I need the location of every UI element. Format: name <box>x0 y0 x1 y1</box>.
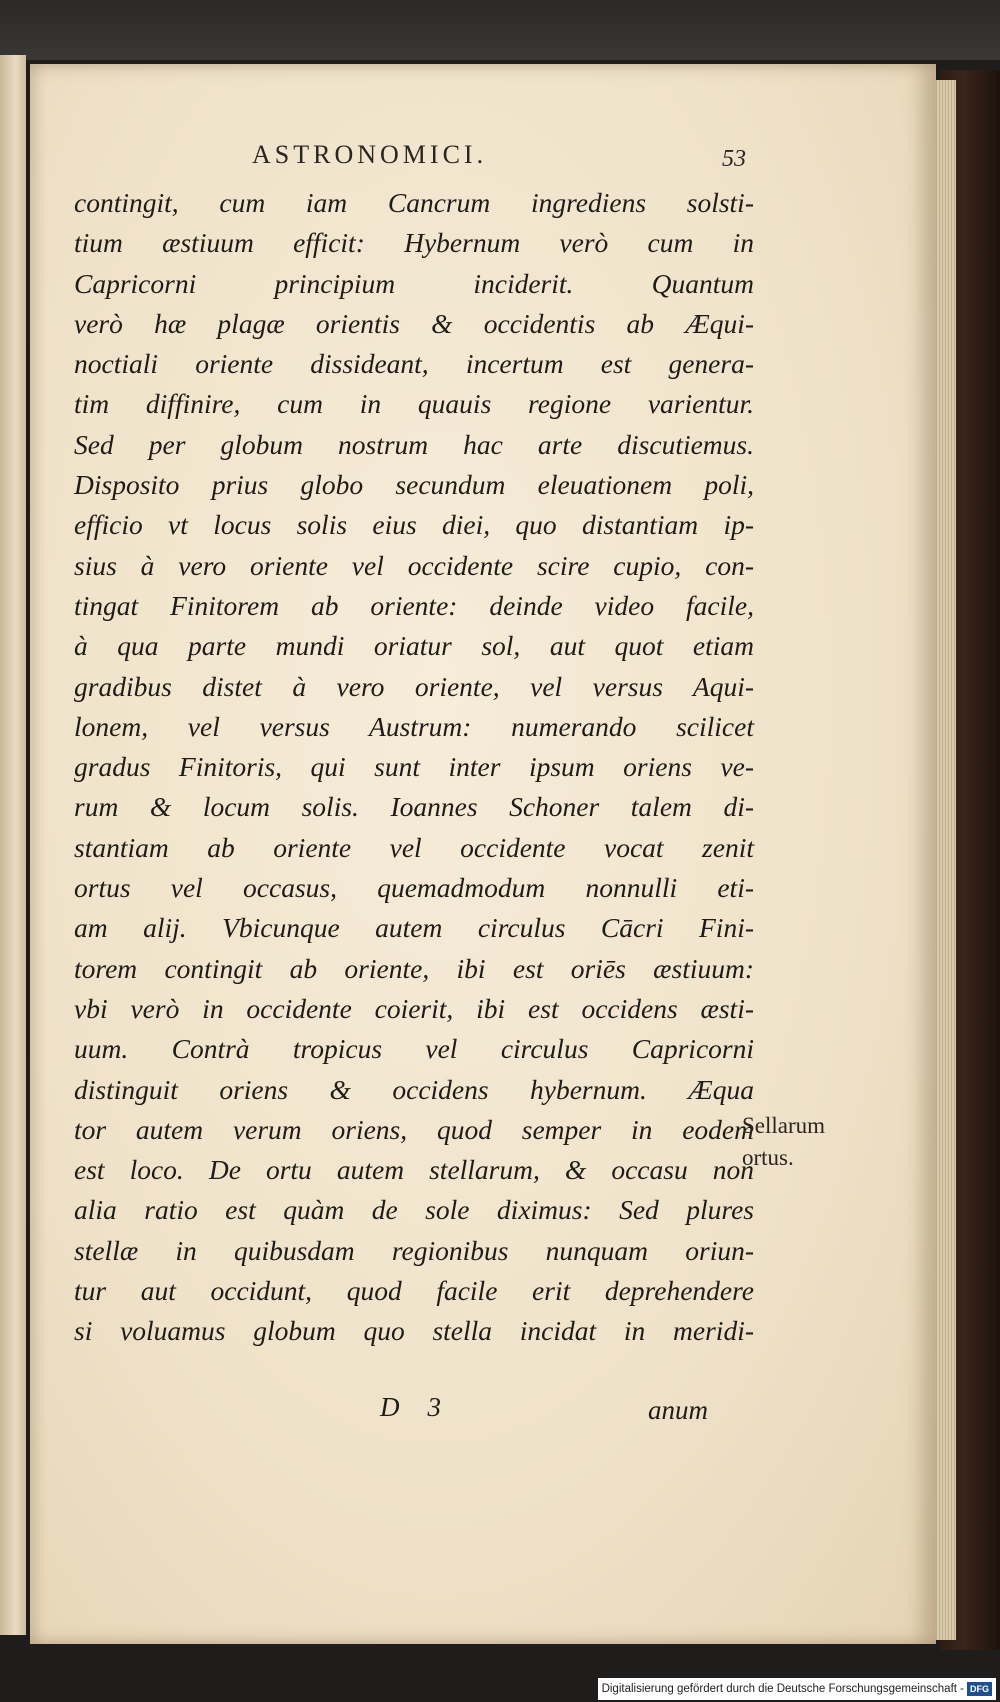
body-text <box>74 183 754 1352</box>
text-line: à qua parte mundi oriatur sol, aut quot etiam <box>74 630 754 662</box>
credit-text: Digitalisierung gefördert durch die Deutsche Forschungsgemeinschaft - <box>601 1683 964 1695</box>
text-line: gradibus distet à vero oriente, vel versus Aqui- <box>74 670 754 702</box>
text-line: tingat Finitorem ab oriente: deinde video facile, <box>74 589 754 621</box>
signature-letter: D <box>380 1392 400 1422</box>
text-line: noctiali oriente dissideant, incertum est genera- <box>74 348 754 380</box>
text-line: est loco. De ortu autem stellarum, & occasu non <box>74 1154 754 1186</box>
text-line: contingit, cum iam Cancrum ingrediens solsti- <box>74 187 754 218</box>
text-line: lonem, vel versus Austrum: numerando scilicet <box>74 710 754 742</box>
running-head: ASTRONOMICI. <box>252 140 488 169</box>
text-line: sius à vero oriente vel occidente scire cupio, con- <box>74 549 754 581</box>
text-line: tur aut occidunt, quod facile erit deprehendere <box>74 1275 754 1307</box>
marginal-note <box>742 1110 892 1174</box>
text-line: tim diffinire, cum in quauis regione varientur. <box>74 388 754 420</box>
facing-page-edge <box>0 55 26 1635</box>
text-line: tium æstiuum efficit: Hybernum verò cum in <box>74 227 754 259</box>
text-line: ortus vel occasus, quemadmodum nonnulli eti- <box>74 872 754 904</box>
dfg-logo: DFG <box>967 1682 992 1696</box>
catchword: anum <box>648 1395 708 1425</box>
signature-number: 3 <box>427 1392 441 1422</box>
text-line: vbi verò in occidente coierit, ibi est occidens æsti- <box>74 992 754 1024</box>
scanner-background-top <box>0 0 1000 60</box>
text-line: am alij. Vbicunque autem circulus Cācri Fini- <box>74 912 754 944</box>
text-line: efficio vt locus solis eius diei, quo distantiam ip- <box>74 509 754 541</box>
text-line: Disposito prius globo secundum eleuationem poli, <box>74 469 754 501</box>
text-line: Capricorni principium inciderit. Quantum <box>74 267 754 299</box>
text-line: stellæ in quibusdam regionibus nunquam oriun- <box>74 1234 754 1266</box>
signature-mark <box>380 1392 480 1432</box>
text-line: uum. Contrà tropicus vel circulus Capricorni <box>74 1033 754 1065</box>
text-line: rum & locum solis. Ioannes Schoner talem di- <box>74 791 754 823</box>
marginal-note-line: ortus. <box>742 1145 794 1170</box>
text-line: tor autem verum oriens, quod semper in eodem <box>74 1113 754 1145</box>
text-line: gradus Finitoris, qui sunt inter ipsum oriens ve- <box>74 751 754 783</box>
text-line: alia ratio est quàm de sole diximus: Sed plures <box>74 1194 754 1226</box>
page-number: 53 <box>722 146 746 172</box>
text-line: stantiam ab oriente vel occidente vocat zenit <box>74 831 754 863</box>
text-line: si voluamus globum quo stella incidat in meridi- <box>74 1315 754 1347</box>
text-line: verò hæ plagæ orientis & occidentis ab Æqui- <box>74 307 754 339</box>
digitization-credit <box>598 1678 996 1700</box>
marginal-note-line: Sellarum <box>742 1113 826 1138</box>
text-line: distinguit oriens & occidens hybernum. Æqua <box>74 1073 754 1105</box>
text-line: torem contingit ab oriente, ibi est oriēs æstiuum: <box>74 952 754 984</box>
text-line: Sed per globum nostrum hac arte discutiemus. <box>74 428 754 460</box>
